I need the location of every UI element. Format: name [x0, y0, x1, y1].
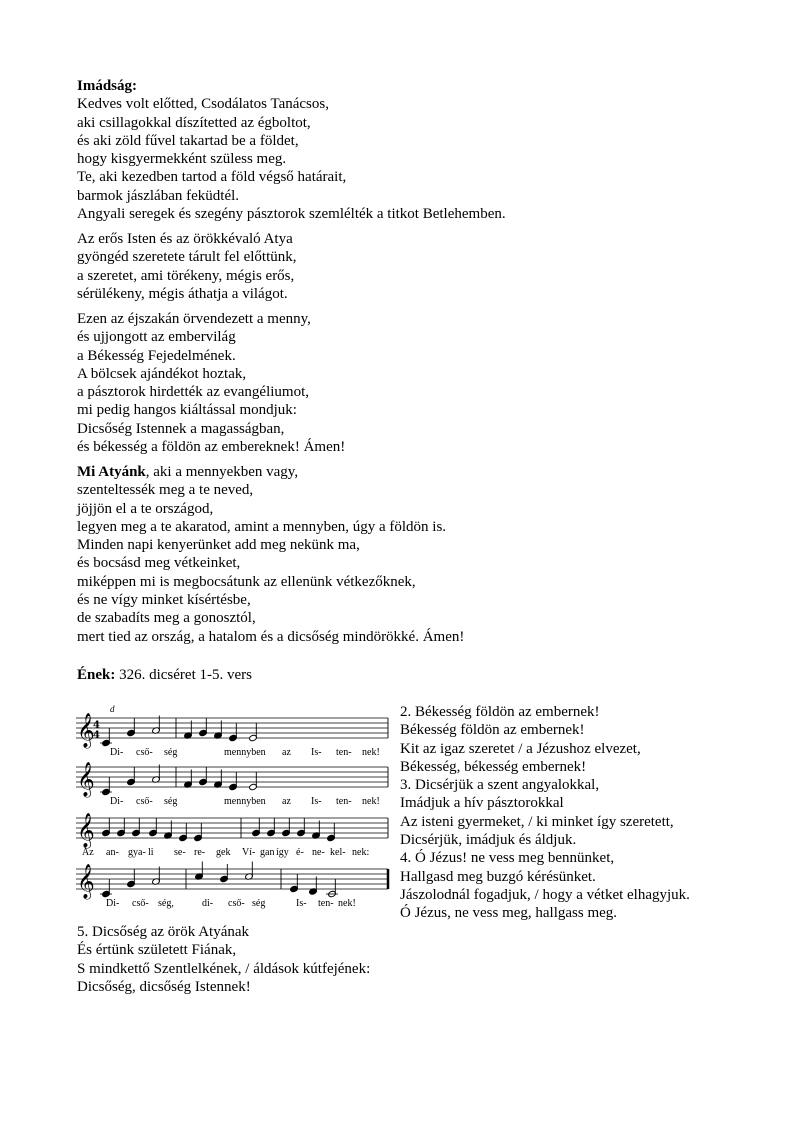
- lyric-syllable: ség: [164, 796, 178, 807]
- lyric-syllable: li: [148, 847, 154, 858]
- lyric-syllable: gan: [260, 847, 275, 858]
- lyric-syllable: mennyben: [224, 796, 266, 807]
- lyric-syllable: Ví-: [242, 847, 256, 858]
- verse-line: Dicsérjük, imádjuk és áldjuk.: [400, 832, 577, 849]
- verse-line: 2. Békesség földön az embernek!: [400, 704, 600, 720]
- prayer-line: A bölcsek ajándékot hoztak,: [77, 365, 247, 382]
- prayer-line: hogy kisgyermekként szüless meg.: [77, 151, 287, 168]
- prayer-line: mi pedig hangos kiáltással mondjuk:: [77, 402, 297, 419]
- verse-line: Dicsőség, dicsőség Istennek!: [77, 978, 251, 995]
- lords-prayer-line: szenteltessék meg a te neved,: [77, 482, 254, 499]
- prayer-line: Az erős Isten és az örökkévaló Atya: [77, 231, 293, 247]
- lyric-syllable: se-: [174, 847, 186, 858]
- lyric-syllable: Di-: [106, 898, 120, 909]
- prayer-line: aki csillagokkal díszítetted az égboltot,: [77, 114, 311, 131]
- prayer-line: Ezen az éjszakán örvendezett a menny,: [77, 311, 311, 327]
- verse-line: Kit az igaz szeretet / a Jézushoz elvezet,: [400, 740, 641, 757]
- verse-line: És értünk született Fiának,: [77, 942, 237, 959]
- verse-line: Az isteni gyermeket, / ki minket így szeretett,: [400, 813, 674, 830]
- lyric-syllable: ség,: [158, 898, 174, 909]
- lyric-syllable: így: [276, 847, 289, 858]
- treble-clef-icon: 𝄞: [77, 813, 95, 848]
- sheet-music: [76, 704, 392, 912]
- prayer-line: gyöngéd szeretete tárult fel előttünk,: [77, 249, 297, 266]
- time-signature: 4: [93, 720, 100, 731]
- verse-line: 4. Ó Jézus! ne vess meg bennünket,: [400, 850, 615, 867]
- lyric-syllable: cső-: [228, 898, 245, 909]
- song-reference: 326. dicséret 1-5. vers: [119, 667, 252, 683]
- prayer-line: Angyali seregek és szegény pásztorok szemlélték a titkot Betlehemben.: [77, 206, 506, 223]
- lyric-syllable: ne-: [312, 847, 325, 858]
- lords-prayer-line: és bocsásd meg vétkeinket,: [77, 555, 241, 572]
- song-label: Ének:: [77, 667, 116, 683]
- lords-prayer-line: miképpen mi is megbocsátunk az ellenünk vétkezőknek,: [77, 573, 416, 590]
- time-signature: 4: [93, 730, 100, 741]
- song-heading: [77, 666, 252, 684]
- lyric-syllable: gya-: [128, 847, 146, 858]
- song-verses-2-4: [400, 703, 690, 923]
- lyric-syllable: az: [282, 747, 291, 758]
- prayer-stanza-3: [77, 310, 345, 456]
- verse-line: Békesség földön az embernek!: [400, 722, 585, 739]
- dynamic-mark: d: [110, 704, 115, 714]
- lords-prayer-line: mert tied az ország, a hatalom és a dicsőség mindörökké. Ámen!: [77, 628, 465, 645]
- treble-clef-icon: 𝄞: [77, 713, 95, 748]
- lyric-syllable: ten-: [318, 898, 334, 909]
- lords-prayer: [77, 463, 464, 646]
- lords-prayer-line: Minden napi kenyerünket add meg nekünk ma,: [77, 537, 360, 554]
- song-verse-5: [77, 923, 370, 996]
- lyric-syllable: nek!: [338, 898, 356, 909]
- verse-line: S mindkettő Szentlelkének, / áldások kútfejének:: [77, 960, 371, 977]
- lyric-syllable: ség: [164, 747, 178, 758]
- lyric-syllable: ten-: [336, 796, 352, 807]
- verse-line: Ó Jézus, ne vess meg, hallgass meg.: [400, 905, 618, 922]
- lyric-syllable: kel-: [330, 847, 346, 858]
- lords-prayer-line: de szabadíts meg a gonosztól,: [77, 610, 256, 627]
- prayer-line: barmok jászlában feküdtél.: [77, 187, 240, 204]
- lyric-syllable: nek!: [362, 747, 380, 758]
- lyric-syllable: Is-: [296, 898, 307, 909]
- lords-prayer-line: jöjjön el a te országod,: [77, 500, 214, 517]
- prayer-line: a pásztorok hirdették az evangéliumot,: [77, 384, 309, 401]
- verse-line: Békesség, békesség embernek!: [400, 758, 587, 775]
- lyric-syllable: gek: [216, 847, 231, 858]
- verse-line: 3. Dicsérjük a szent angyalokkal,: [400, 777, 600, 794]
- prayer-line: és aki zöld fűvel takartad be a földet,: [77, 132, 299, 149]
- lyric-syllable: ség: [252, 898, 266, 909]
- lyric-syllable: di-: [202, 898, 214, 909]
- verse-line: 5. Dicsőség az örök Atyának: [77, 924, 250, 940]
- prayer-stanza-2: [77, 230, 297, 303]
- verse-line: Hallgasd meg buzgó kérésünket.: [400, 868, 596, 885]
- lyric-syllable: Di-: [110, 747, 124, 758]
- prayer-stanza-1: [77, 77, 506, 223]
- lyric-syllable: Is-: [311, 747, 322, 758]
- lyric-syllable: az: [282, 796, 291, 807]
- lyric-syllable: ten-: [336, 747, 352, 758]
- lords-prayer-line: , aki a mennyekben vagy,: [145, 464, 299, 480]
- prayer-line: Kedves volt előtted, Csodálatos Tanácsos,: [77, 96, 329, 113]
- lyric-syllable: nek!: [362, 796, 380, 807]
- prayer-line: sérülékeny, mégis áthatja a világot.: [77, 285, 288, 302]
- treble-clef-icon: 𝄞: [77, 864, 95, 899]
- prayer-line: Te, aki kezedben tartod a föld végső határait,: [77, 169, 347, 186]
- lyric-syllable: cső-: [136, 796, 153, 807]
- lyric-syllable: cső-: [132, 898, 149, 909]
- prayer-line: a szeretet, ami törékeny, mégis erős,: [77, 267, 295, 284]
- lyric-syllable: Is-: [311, 796, 322, 807]
- prayer-line: és békesség a földön az embereknek! Ámen!: [77, 439, 346, 456]
- lords-prayer-line: legyen meg a te akaratod, amint a mennyben, úgy a földön is.: [77, 518, 447, 535]
- lyric-syllable: Di-: [110, 796, 124, 807]
- prayer-line: Dicsőség Istennek a magasságban,: [77, 420, 285, 437]
- lyric-syllable: nek:: [352, 847, 370, 858]
- lords-prayer-line: és ne vígy minket kísértésbe,: [77, 592, 251, 609]
- lyric-syllable: re-: [194, 847, 206, 858]
- prayer-line: és ujjongott az embervilág: [77, 329, 236, 346]
- prayer-heading: Imádság:: [77, 78, 138, 94]
- lords-prayer-title: Mi Atyánk: [77, 464, 146, 480]
- lyric-syllable: cső-: [136, 747, 153, 758]
- prayer-line: a Békesség Fejedelmének.: [77, 347, 236, 364]
- lyric-syllable: Az: [82, 847, 94, 858]
- lyric-syllable: an-: [106, 847, 119, 858]
- treble-clef-icon: 𝄞: [77, 762, 95, 797]
- lyric-syllable: mennyben: [224, 747, 266, 758]
- verse-line: Imádjuk a hív pásztorokkal: [400, 795, 564, 812]
- lyric-syllable: é-: [296, 847, 304, 858]
- verse-line: Jászolodnál fogadjuk, / hogy a vétket elhagyjuk.: [400, 886, 690, 903]
